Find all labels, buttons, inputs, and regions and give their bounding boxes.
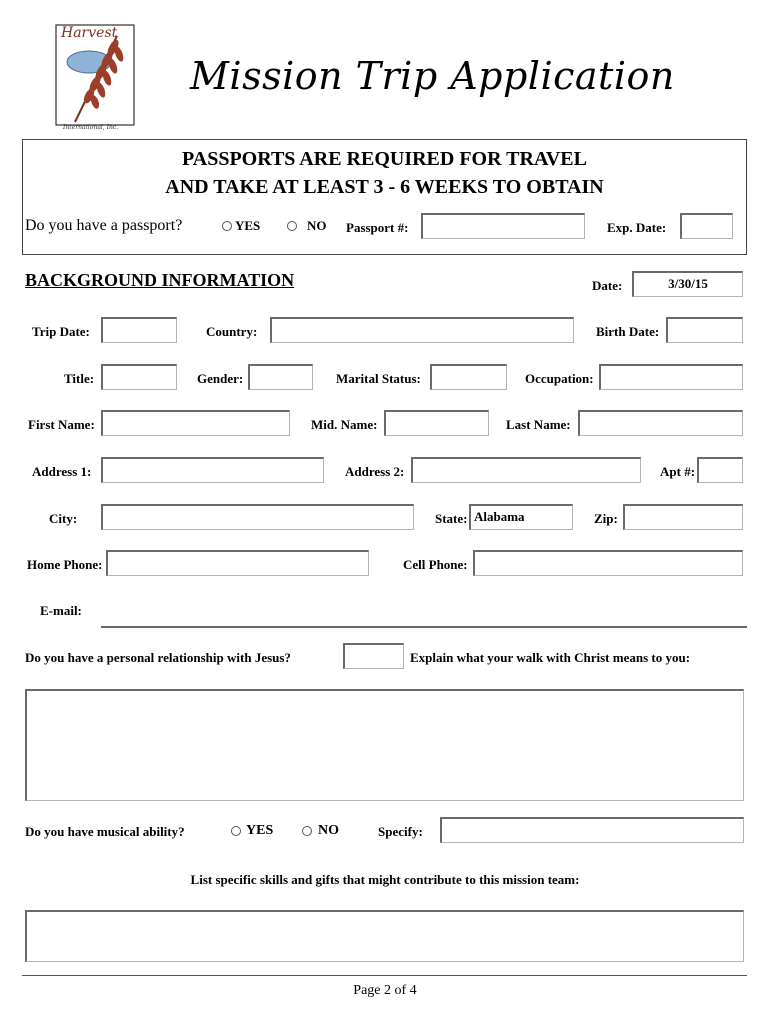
address2-label: Address 2:: [345, 464, 405, 479]
logo-top-text: Harvest: [61, 25, 118, 41]
skills-textarea[interactable]: [25, 910, 744, 962]
specify-field[interactable]: [440, 817, 744, 843]
jesus-answer-field[interactable]: [343, 643, 404, 669]
country-field[interactable]: [270, 317, 574, 343]
first-name-field[interactable]: [101, 410, 290, 436]
trip-date-label: Trip Date:: [32, 324, 90, 339]
passport-no-radio[interactable]: [287, 221, 297, 231]
birth-date-field[interactable]: [666, 317, 743, 343]
logo-bottom-text: International, Inc.: [63, 124, 119, 131]
footer-divider: [22, 975, 747, 976]
title-label: Title:: [64, 371, 95, 386]
title-field[interactable]: [101, 364, 177, 390]
state-field[interactable]: Alabama: [469, 504, 573, 530]
passport-number-label: Passport #:: [346, 220, 409, 235]
skills-label: List specific skills and gifts that might contribute to this mission team:: [190, 872, 580, 887]
apt-field[interactable]: [697, 457, 743, 483]
passport-yes-radio[interactable]: [222, 221, 232, 231]
marital-status-label: Marital Status:: [336, 371, 421, 386]
walk-explain-label: Explain what your walk with Christ means to you:: [410, 650, 691, 665]
page-title: Mission Trip Application: [190, 54, 675, 98]
address2-field[interactable]: [411, 457, 641, 483]
occupation-field[interactable]: [599, 364, 743, 390]
gender-label: Gender:: [197, 371, 244, 386]
passport-exp-label: Exp. Date:: [607, 220, 667, 235]
address1-label: Address 1:: [32, 464, 92, 479]
occupation-label: Occupation:: [525, 371, 594, 386]
passport-exp-field[interactable]: [680, 213, 733, 239]
email-field[interactable]: [101, 626, 747, 628]
apt-label: Apt #:: [660, 464, 696, 479]
musical-yes-radio[interactable]: [231, 826, 241, 836]
zip-label: Zip:: [594, 511, 618, 526]
date-field[interactable]: 3/30/15: [632, 271, 743, 297]
page-number: Page 2 of 4: [353, 983, 417, 998]
passport-question: Do you have a passport?: [25, 217, 183, 234]
date-label: Date:: [592, 278, 623, 293]
background-heading: BACKGROUND INFORMATION: [25, 270, 295, 290]
city-label: City:: [49, 511, 78, 526]
last-name-label: Last Name:: [506, 417, 571, 432]
birth-date-label: Birth Date:: [596, 324, 660, 339]
musical-no-radio[interactable]: [302, 826, 312, 836]
passport-yes-label: YES: [235, 218, 261, 233]
passport-heading-line1: PASSPORTS ARE REQUIRED FOR TRAVEL: [182, 148, 587, 170]
home-phone-label: Home Phone:: [27, 557, 103, 572]
trip-date-field[interactable]: [101, 317, 177, 343]
city-field[interactable]: [101, 504, 414, 530]
home-phone-field[interactable]: [106, 550, 369, 576]
mid-name-field[interactable]: [384, 410, 489, 436]
musical-no-label: NO: [318, 823, 339, 838]
mid-name-label: Mid. Name:: [311, 417, 378, 432]
first-name-label: First Name:: [28, 417, 95, 432]
musical-question: Do you have musical ability?: [25, 824, 185, 839]
passport-heading-line2: AND TAKE AT LEAST 3 - 6 WEEKS TO OBTAIN: [165, 176, 604, 198]
jesus-question: Do you have a personal relationship with Jesus?: [25, 650, 291, 665]
zip-field[interactable]: [623, 504, 743, 530]
specify-label: Specify:: [378, 824, 423, 839]
country-label: Country:: [206, 324, 258, 339]
gender-field[interactable]: [248, 364, 313, 390]
state-label: State:: [435, 511, 468, 526]
passport-no-label: NO: [307, 218, 327, 233]
logo: [55, 24, 135, 132]
cell-phone-field[interactable]: [473, 550, 743, 576]
musical-yes-label: YES: [246, 823, 274, 838]
walk-explain-textarea[interactable]: [25, 689, 744, 801]
passport-number-field[interactable]: [421, 213, 585, 239]
email-label: E-mail:: [40, 603, 82, 618]
cell-phone-label: Cell Phone:: [403, 557, 468, 572]
marital-status-field[interactable]: [430, 364, 507, 390]
last-name-field[interactable]: [578, 410, 743, 436]
address1-field[interactable]: [101, 457, 324, 483]
